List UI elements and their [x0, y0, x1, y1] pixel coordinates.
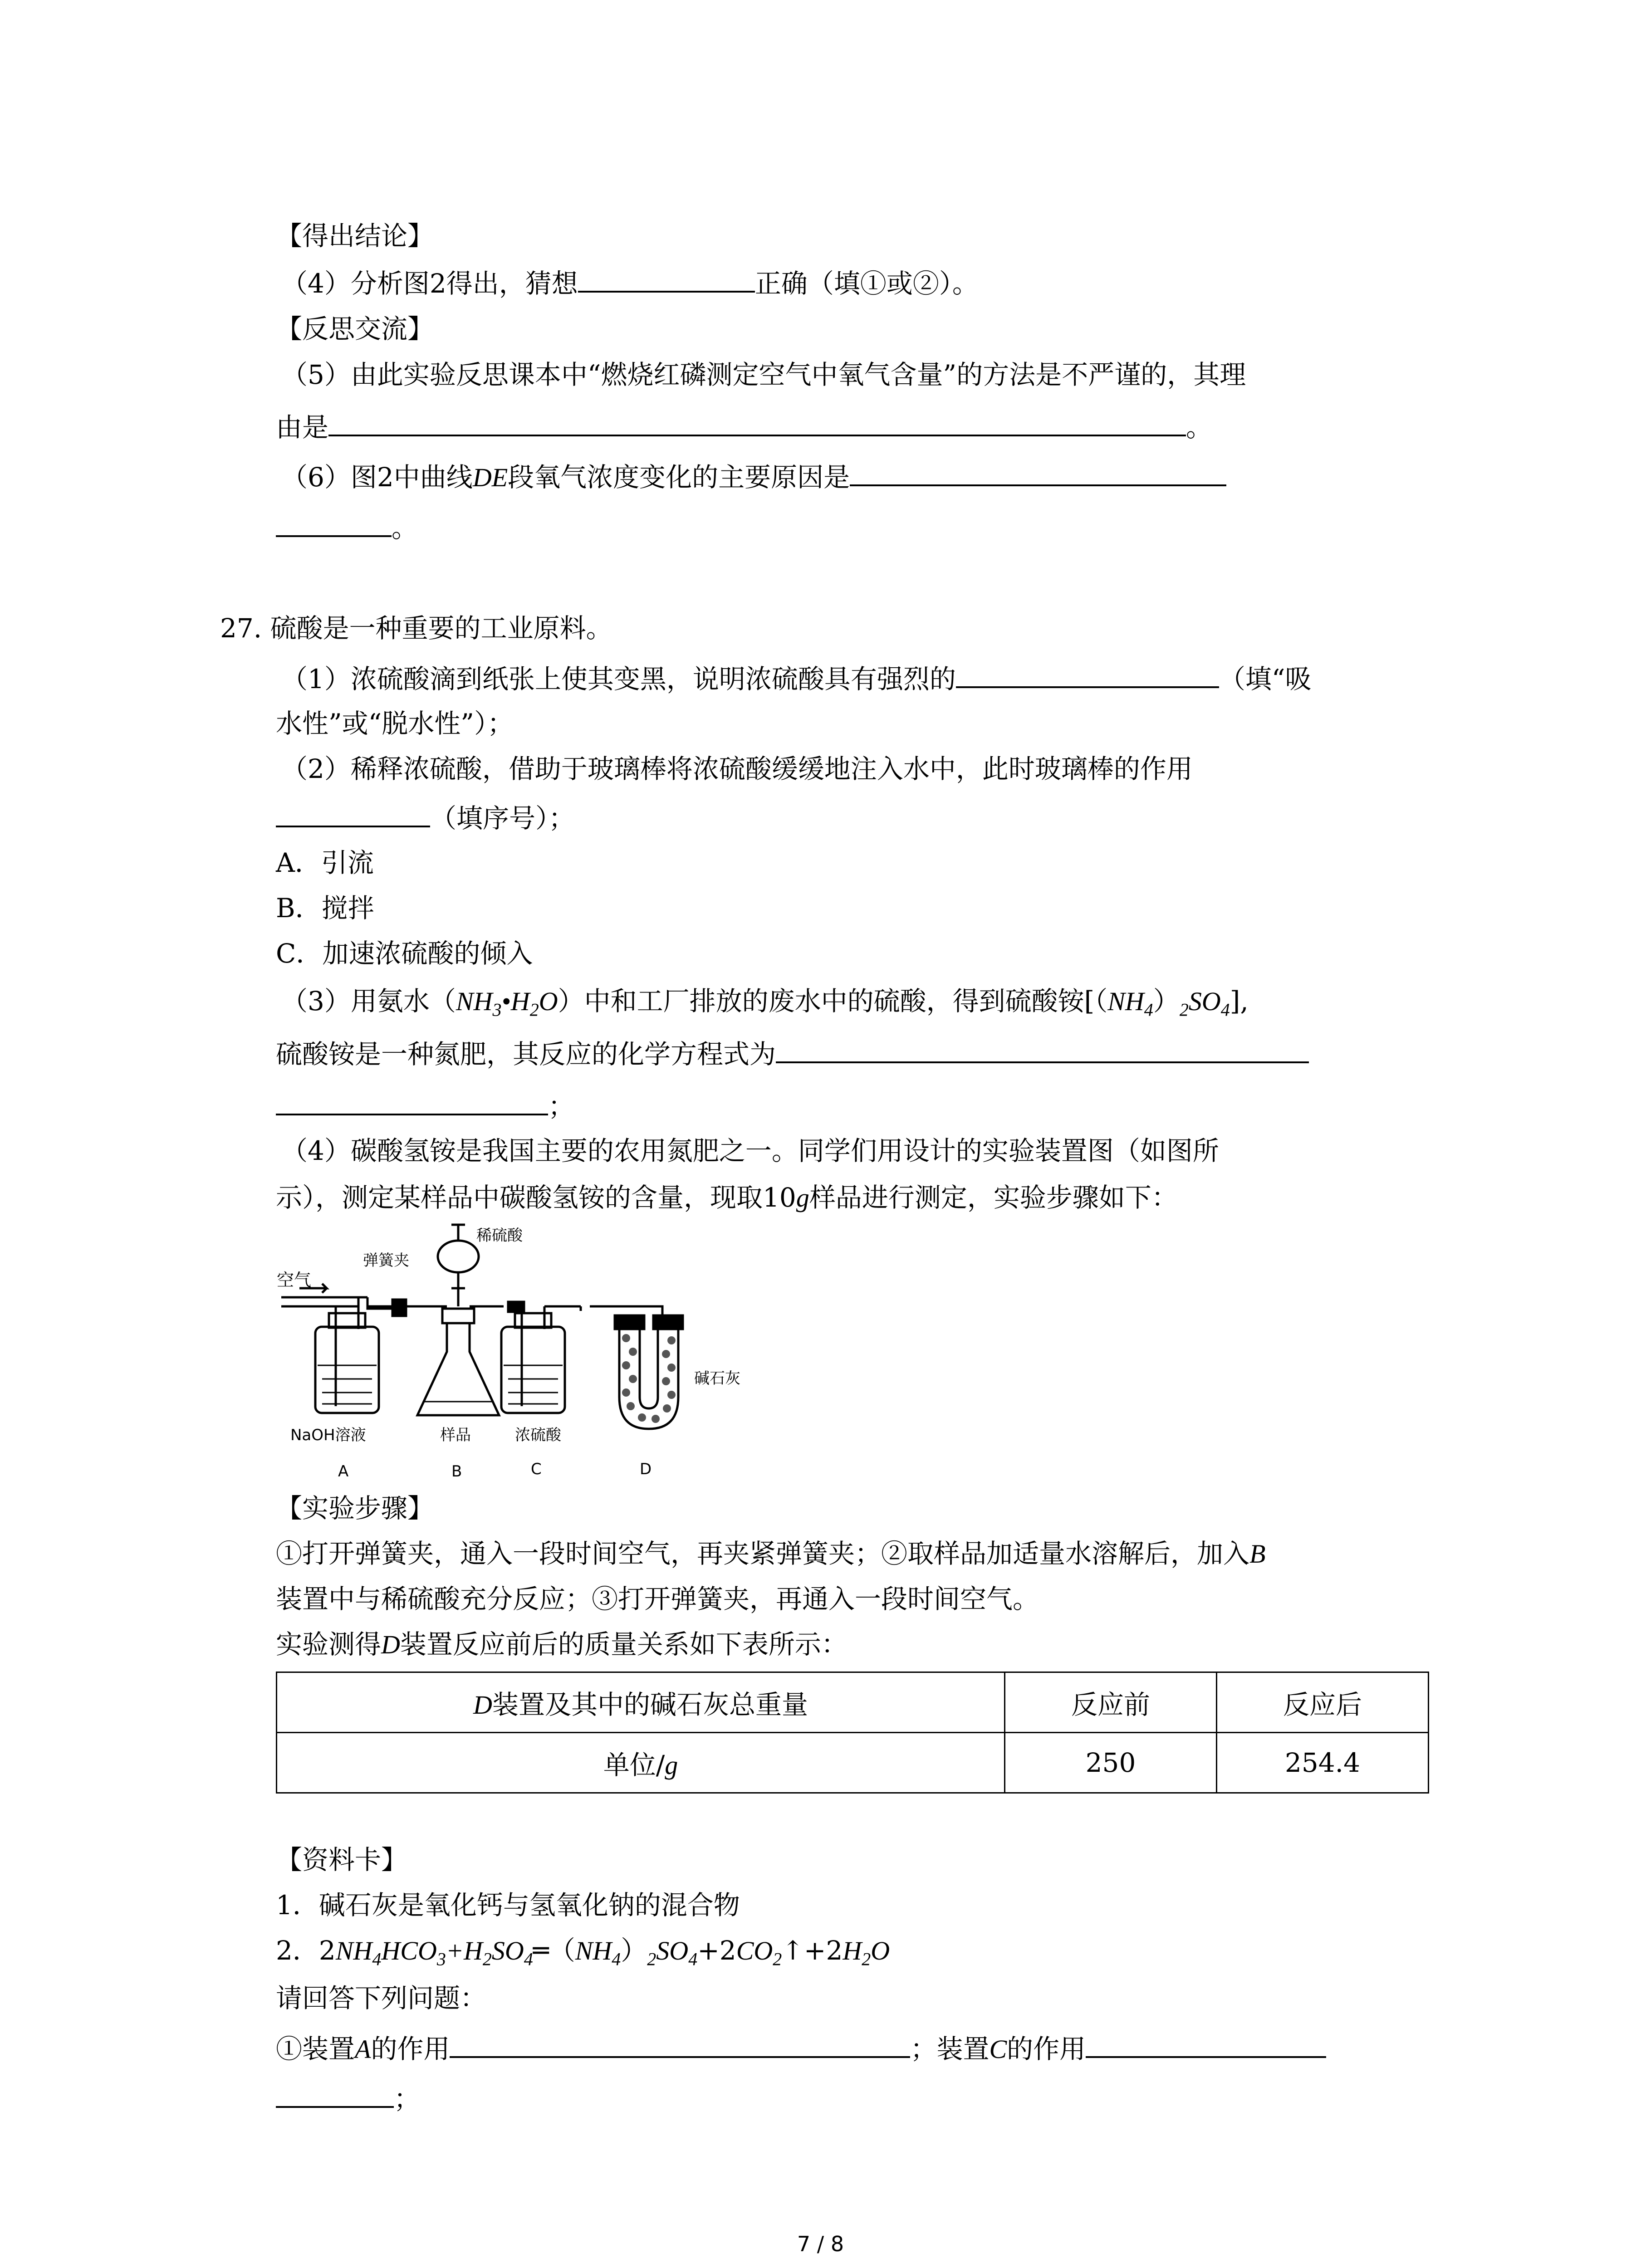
unit-g: g [796, 1183, 809, 1212]
q4-answer-blank[interactable] [578, 264, 755, 293]
q27-4-text-2: 样品进行测定，实验步骤如下： [809, 1182, 1178, 1213]
bottle-c [501, 1327, 565, 1413]
q27-1-hint: （填“吸 [1219, 664, 1312, 694]
stopper-a [329, 1313, 365, 1328]
ask-line: 请回答下列问题： [276, 1983, 487, 2014]
label-soda-lime: 碱石灰 [694, 1369, 740, 1388]
formula-h2o: •H [501, 987, 530, 1016]
q27-2-hint: （填序号）； [430, 803, 575, 834]
option-b: B．搅拌 [276, 893, 374, 924]
steps-text: ①打开弹簧夹，通入一段时间空气，再夹紧弹簧夹；②取样品加适量水溶解后，加入 [276, 1538, 1250, 1569]
heading-conclusion: 【得出结论】 [276, 220, 434, 251]
label-conc-acid: 浓硫酸 [515, 1426, 561, 1444]
q27-3-line2 [276, 1035, 1309, 1072]
q27-4-line1: （4）碳酸氢铵是我国主要的农用氮肥之一。同学们用设计的实验装置图（如图所 [281, 1135, 1219, 1166]
label-naoh: NaOH溶液 [290, 1426, 366, 1444]
q5-answer-blank[interactable] [328, 408, 1186, 436]
q27-3-paren: ） [1153, 986, 1180, 1017]
soda-lime-granules [622, 1334, 676, 1423]
steps-line2: 装置中与稀硫酸充分反应；③打开弹簧夹，再通入一段时间空气。 [276, 1584, 1039, 1614]
dropping-funnel [438, 1241, 479, 1272]
clip-icon [392, 1300, 406, 1316]
qa-answer-blank-a[interactable] [450, 2030, 910, 2058]
question-27-title: 27. 硫酸是一种重要的工业原料。 [220, 613, 612, 644]
q27-3-line3 [276, 1087, 574, 1124]
formula-nh3: NH [456, 987, 493, 1016]
label-b: B [451, 1462, 462, 1481]
label-c: C [531, 1460, 542, 1478]
q27-3-line1: （3）用氨水$(NH_3•H_2O)$中和工厂排放的废水中的硫酸，得到硫酸铵$[(NH_4)_2SO_4]$, [281, 986, 1249, 1020]
qa-answer-blank-c-2[interactable] [276, 2080, 394, 2108]
table-row [277, 1733, 1429, 1793]
label-d: D [640, 1460, 652, 1478]
air-inlet-tube [281, 1297, 367, 1306]
table-row [277, 1672, 1429, 1733]
formula-nh4: NH [1107, 987, 1144, 1016]
steps-b: B [1249, 1539, 1266, 1569]
q5-text: 由是 [276, 412, 329, 443]
q27-3-text-2: ）中和工厂排放的废水中的硫酸，得到硫酸铵[（ [558, 986, 1108, 1017]
q6-period: 。 [392, 513, 418, 543]
question-6 [281, 458, 1226, 496]
label-a: A [338, 1462, 349, 1481]
info-2-equation: 2．$2NH_4HCO_3+H_2SO_4═(NH_4)_2SO_4+2CO_2↑+2H_2O$ [276, 1935, 890, 1970]
measure-text: 实验测得 [276, 1629, 382, 1660]
question-6-line2 [276, 509, 418, 546]
stopper-c [515, 1313, 551, 1328]
question-4 [281, 264, 979, 302]
q6-de: DE [472, 463, 508, 492]
option-c: C．加速浓硫酸的倾入 [276, 938, 533, 969]
q27-4-line2 [276, 1179, 1178, 1216]
q4-text: （4）分析图2得出，猜想 [281, 268, 578, 299]
q27-3-answer-blank[interactable] [776, 1035, 1309, 1063]
mass-table [276, 1672, 1429, 1794]
measure-text-2: 装置反应前后的质量关系如下表所示： [400, 1629, 847, 1660]
question-apparatus-line2: ； [276, 2080, 420, 2117]
q27-2-line2 [276, 799, 575, 836]
q5-period: 。 [1186, 412, 1213, 443]
question-5-line1: （5）由此实验反思课本中“燃烧红磷测定空气中氧气含量”的方法是不严谨的，其理 [281, 359, 1246, 390]
q27-3-semicolon: ； [548, 1091, 575, 1122]
option-a: A．引流 [276, 847, 374, 878]
stopper-d1 [615, 1315, 644, 1329]
u-tube-inner [640, 1325, 658, 1408]
q27-4-text: 示），测定某样品中碳酸氢铵的含量，现取10 [276, 1182, 796, 1213]
q27-3-close: ], [1230, 986, 1249, 1017]
qa-answer-blank-c[interactable] [1086, 2030, 1326, 2058]
stopper-d2 [653, 1315, 683, 1329]
table-cell-before: 250 [1005, 1733, 1217, 1793]
table-header-item: D装置及其中的碱石灰总重量 [277, 1672, 1005, 1733]
q6-text-2: 段氧气浓度变化的主要原因是 [508, 462, 850, 493]
liquid-c [504, 1365, 563, 1404]
heading-steps: 【实验步骤】 [276, 1493, 434, 1524]
measure-line [276, 1626, 847, 1663]
connector-bc [508, 1302, 524, 1312]
formula-so4: SO [1188, 987, 1221, 1016]
stopper-b [442, 1309, 474, 1323]
info-1: 1．碱石灰是氧化钙与氢氧化钠的混合物 [276, 1890, 740, 1921]
apparatus-figure [272, 1216, 744, 1488]
q27-3-text-3: 硫酸铵是一种氮肥，其反应的化学方程式为 [276, 1039, 776, 1070]
q6-text: （6）图2中曲线 [281, 462, 473, 493]
table-cell-unit: 单位/g [277, 1733, 1005, 1793]
q27-1-text: （1）浓硫酸滴到纸张上使其变黑，说明浓硫酸具有强烈的 [281, 664, 956, 694]
heading-reflection: 【反思交流】 [276, 313, 434, 344]
q27-1-answer-blank[interactable] [956, 660, 1219, 688]
q27-2-answer-blank[interactable] [276, 799, 430, 827]
label-air: 空气 [277, 1270, 312, 1290]
question-5-line2 [276, 408, 1212, 445]
heading-info-card: 【资料卡】 [276, 1844, 408, 1875]
label-clip: 弹簧夹 [363, 1251, 409, 1270]
measure-d: D [381, 1630, 400, 1659]
funnel-stem [451, 1225, 465, 1306]
formula-o: O [539, 987, 558, 1016]
bottle-a [315, 1327, 379, 1413]
q27-2-line1: （2）稀释浓硫酸，借助于玻璃棒将浓硫酸缓缓地注入水中，此时玻璃棒的作用 [281, 753, 1193, 784]
table-cell-after: 254.4 [1217, 1733, 1429, 1793]
q27-3-text: （3）用氨水（ [281, 986, 456, 1017]
label-dilute-acid: 稀硫酸 [476, 1227, 523, 1245]
steps-line1 [276, 1535, 1265, 1572]
q6-answer-blank-2[interactable] [276, 509, 392, 537]
table-header-after: 反应后 [1217, 1672, 1429, 1733]
q4-text-end: 正确（填①或②）。 [754, 268, 979, 299]
page-number: 7 / 8 [797, 2232, 844, 2256]
question-apparatus: ①装置A的作用 ；装置C的作用 [276, 2030, 1326, 2068]
q27-1-line2: 水性”或“脱水性”）； [276, 708, 514, 739]
table-header-before: 反应前 [1005, 1672, 1217, 1733]
label-sample: 样品 [440, 1426, 471, 1444]
q27-1-line1 [281, 660, 1312, 697]
q6-answer-blank[interactable] [850, 458, 1226, 486]
liquid-a [318, 1365, 377, 1404]
q27-3-answer-blank-2[interactable] [276, 1087, 548, 1115]
